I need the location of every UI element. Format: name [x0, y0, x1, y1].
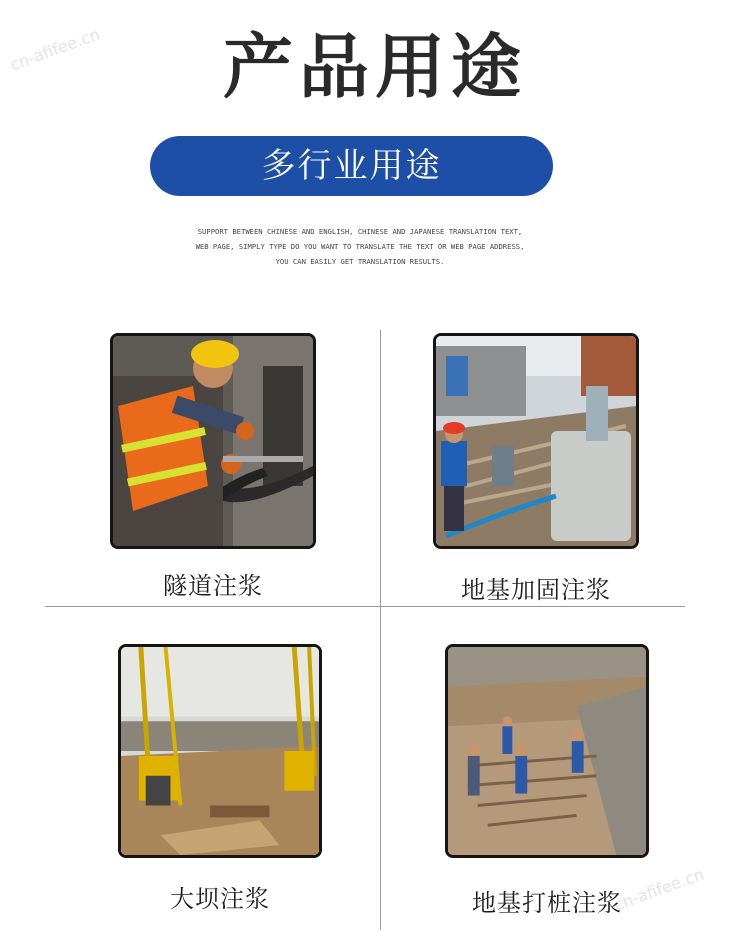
grid-divider-horizontal [45, 606, 685, 607]
use-label-pile: 地基打桩注浆 [472, 889, 622, 917]
photo-dam-grouting [118, 644, 322, 858]
photo-foundation-reinforcement [433, 333, 639, 549]
use-label-tunnel: 隧道注浆 [163, 572, 263, 600]
photo-pile-grouting [445, 644, 649, 858]
category-badge: 多行业用途 [150, 136, 553, 196]
description-text: SUPPORT BETWEEN CHINESE AND ENGLISH, CHINESE AND JAPANESE TRANSLATION TEXT, WEB PAGE, SIMPLY TYPE DO YOU WANT TO TRANSLATE THE TEXT OR WEB PAGE ADDRESS, YOU CAN EASILY GET TRANSLATION RESULTS. [195, 227, 525, 266]
dam-drilling-illustration [121, 647, 319, 855]
foundation-site-illustration [436, 336, 636, 546]
pile-site-illustration [448, 647, 646, 855]
page-title: 产品用途 [223, 26, 527, 108]
watermark-top: cn-afifee.cn [7, 24, 103, 75]
use-label-dam: 大坝注浆 [170, 885, 270, 913]
watermark-bottom: cn-afifee.cn [611, 864, 707, 915]
use-label-foundation-reinforcement: 地基加固注浆 [461, 576, 611, 604]
photo-tunnel-grouting [110, 333, 316, 549]
tunnel-worker-illustration [113, 336, 313, 546]
grid-divider-vertical [380, 330, 381, 930]
